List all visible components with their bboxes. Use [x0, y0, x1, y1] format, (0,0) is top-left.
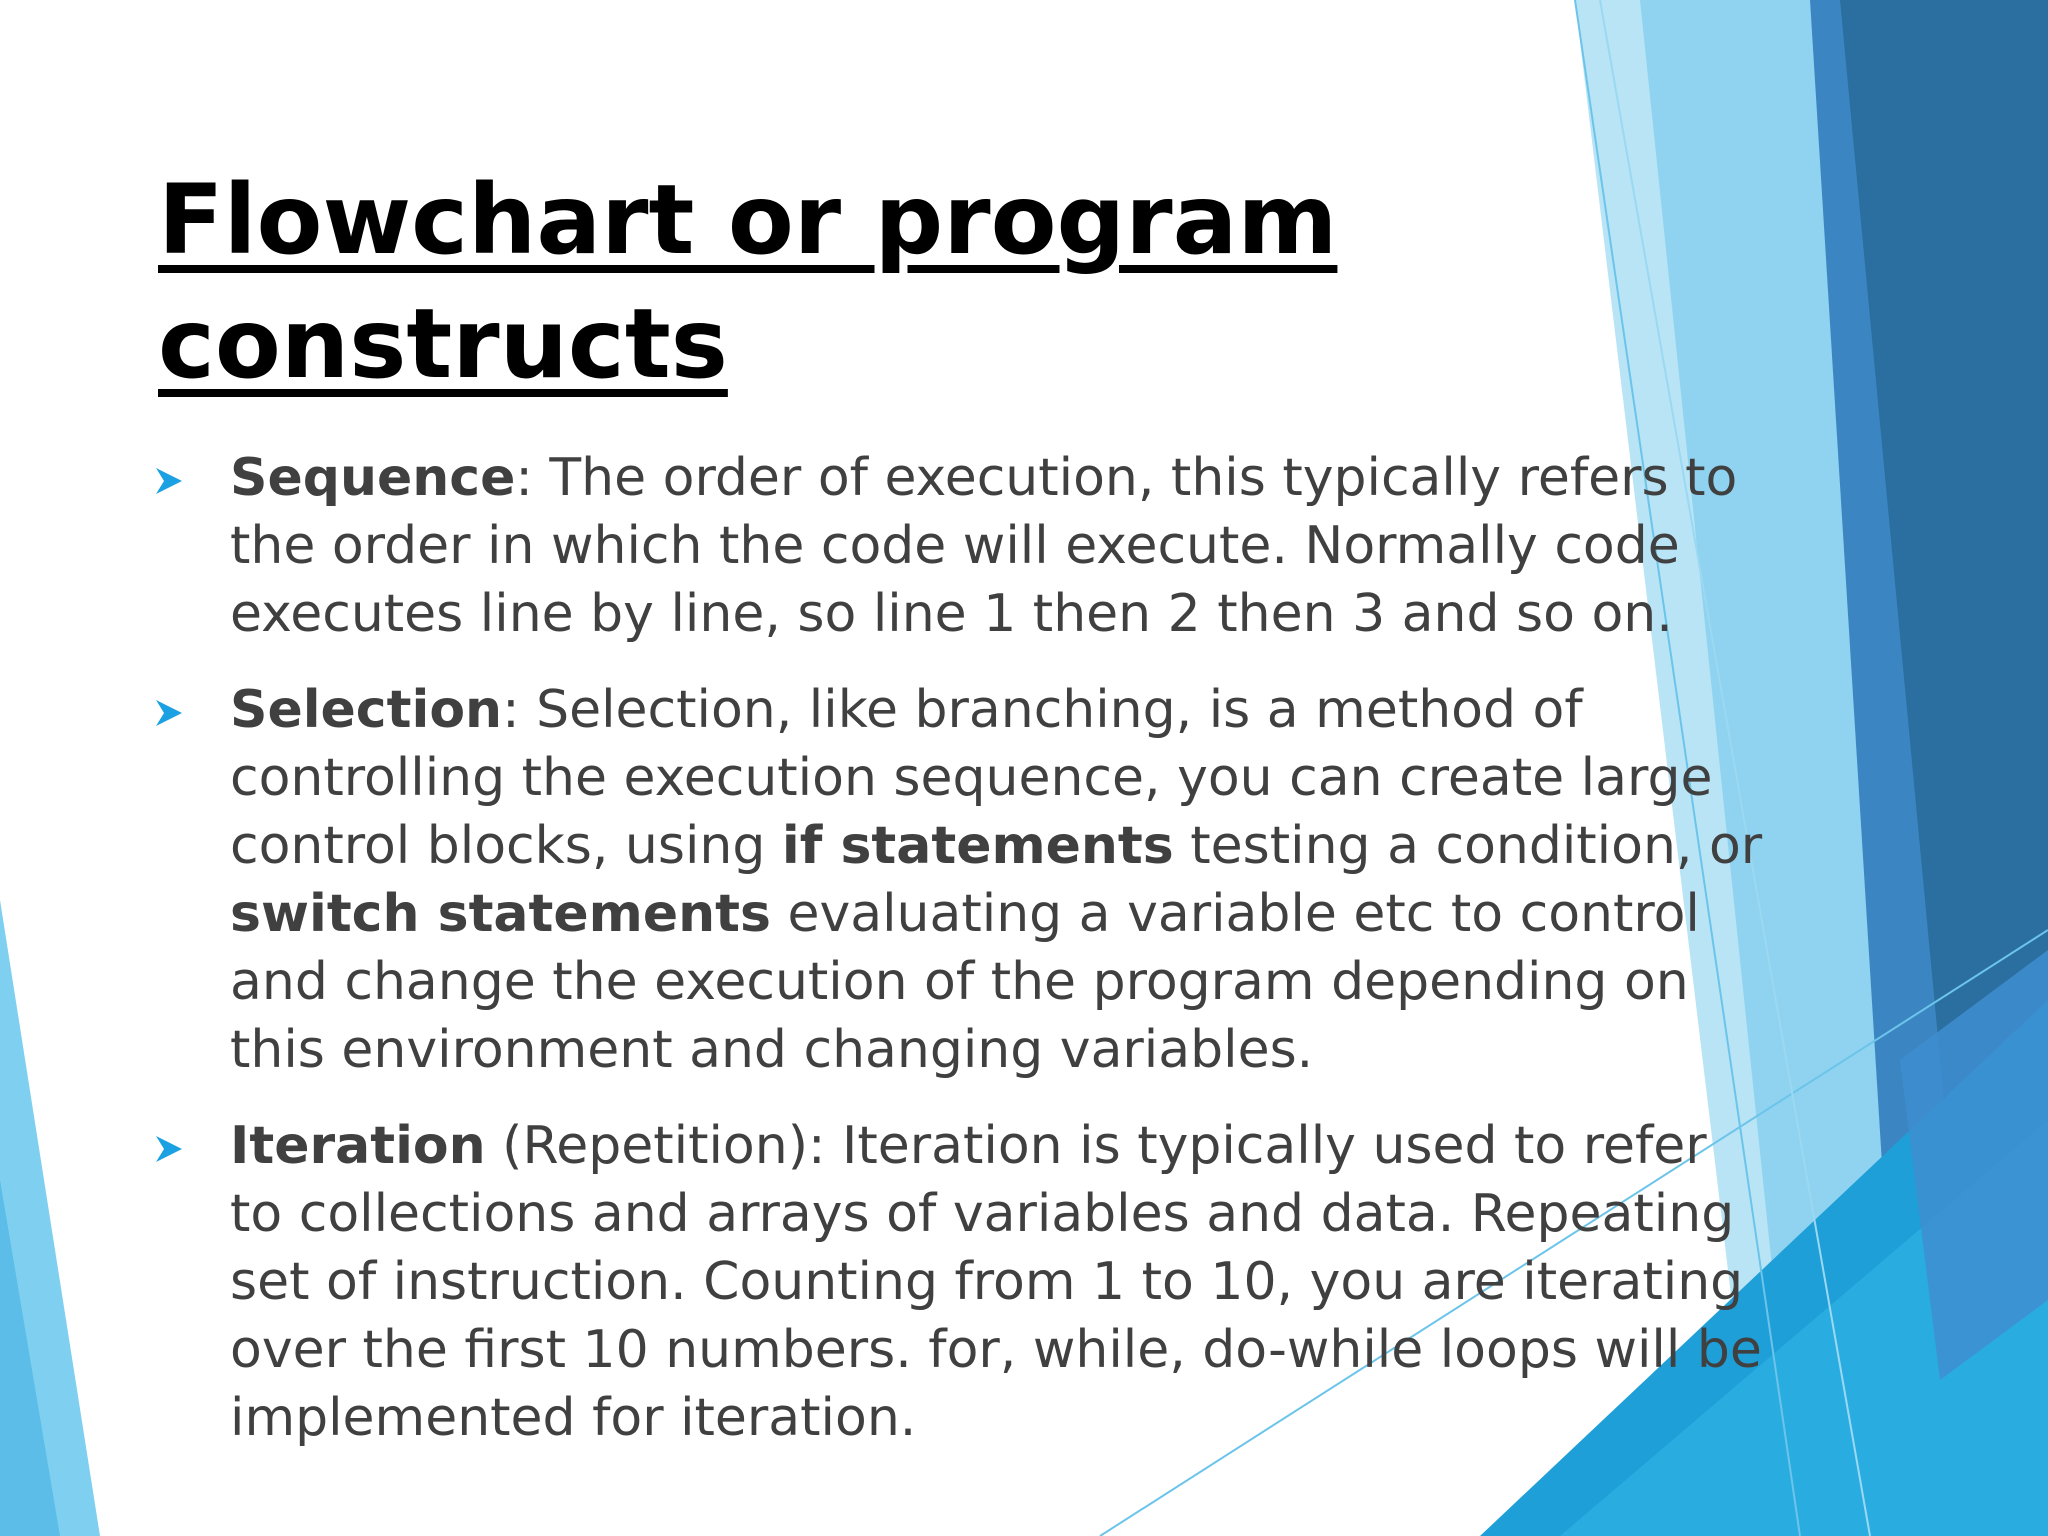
bold-switch-statements: switch statements — [230, 884, 771, 944]
arrow-bullet-icon — [154, 1134, 184, 1164]
term-sequence: Sequence — [230, 448, 516, 508]
term-selection: Selection — [230, 680, 503, 740]
bullet-list — [150, 444, 1770, 1480]
text-iteration: (Repetition): Iteration is typically used to refer to collections and arrays of variables and data. Repeating set of instruction. Counting from 1 to 10, you are iterating over the first 10 numbers. for, while, do-while loops will be implemented for iteration. — [230, 1116, 1762, 1448]
arrow-bullet-icon — [154, 466, 184, 496]
text-selection-c: evaluating a variable etc to control and change the execution of the program depending on this environment and changing variables. — [230, 884, 1700, 1080]
bullet-iteration — [150, 1112, 1770, 1452]
term-iteration: Iteration — [230, 1116, 486, 1176]
text-sequence: : The order of execution, this typically refers to the order in which the code will execute. Normally code executes line by line, so line 1 then 2 then 3 and so on. — [230, 448, 1738, 644]
text-selection-a: : Selection, like branching, is a method of controlling the execution sequence, you can create large control blocks, using — [230, 680, 1713, 876]
arrow-bullet-icon — [154, 698, 184, 728]
bullet-sequence — [150, 444, 1770, 648]
bullet-selection — [150, 676, 1770, 1084]
text-selection-b: testing a condition, or — [1173, 816, 1763, 876]
slide-title: Flowchart or program constructs — [158, 164, 1338, 400]
bold-if-statements: if statements — [781, 816, 1174, 876]
